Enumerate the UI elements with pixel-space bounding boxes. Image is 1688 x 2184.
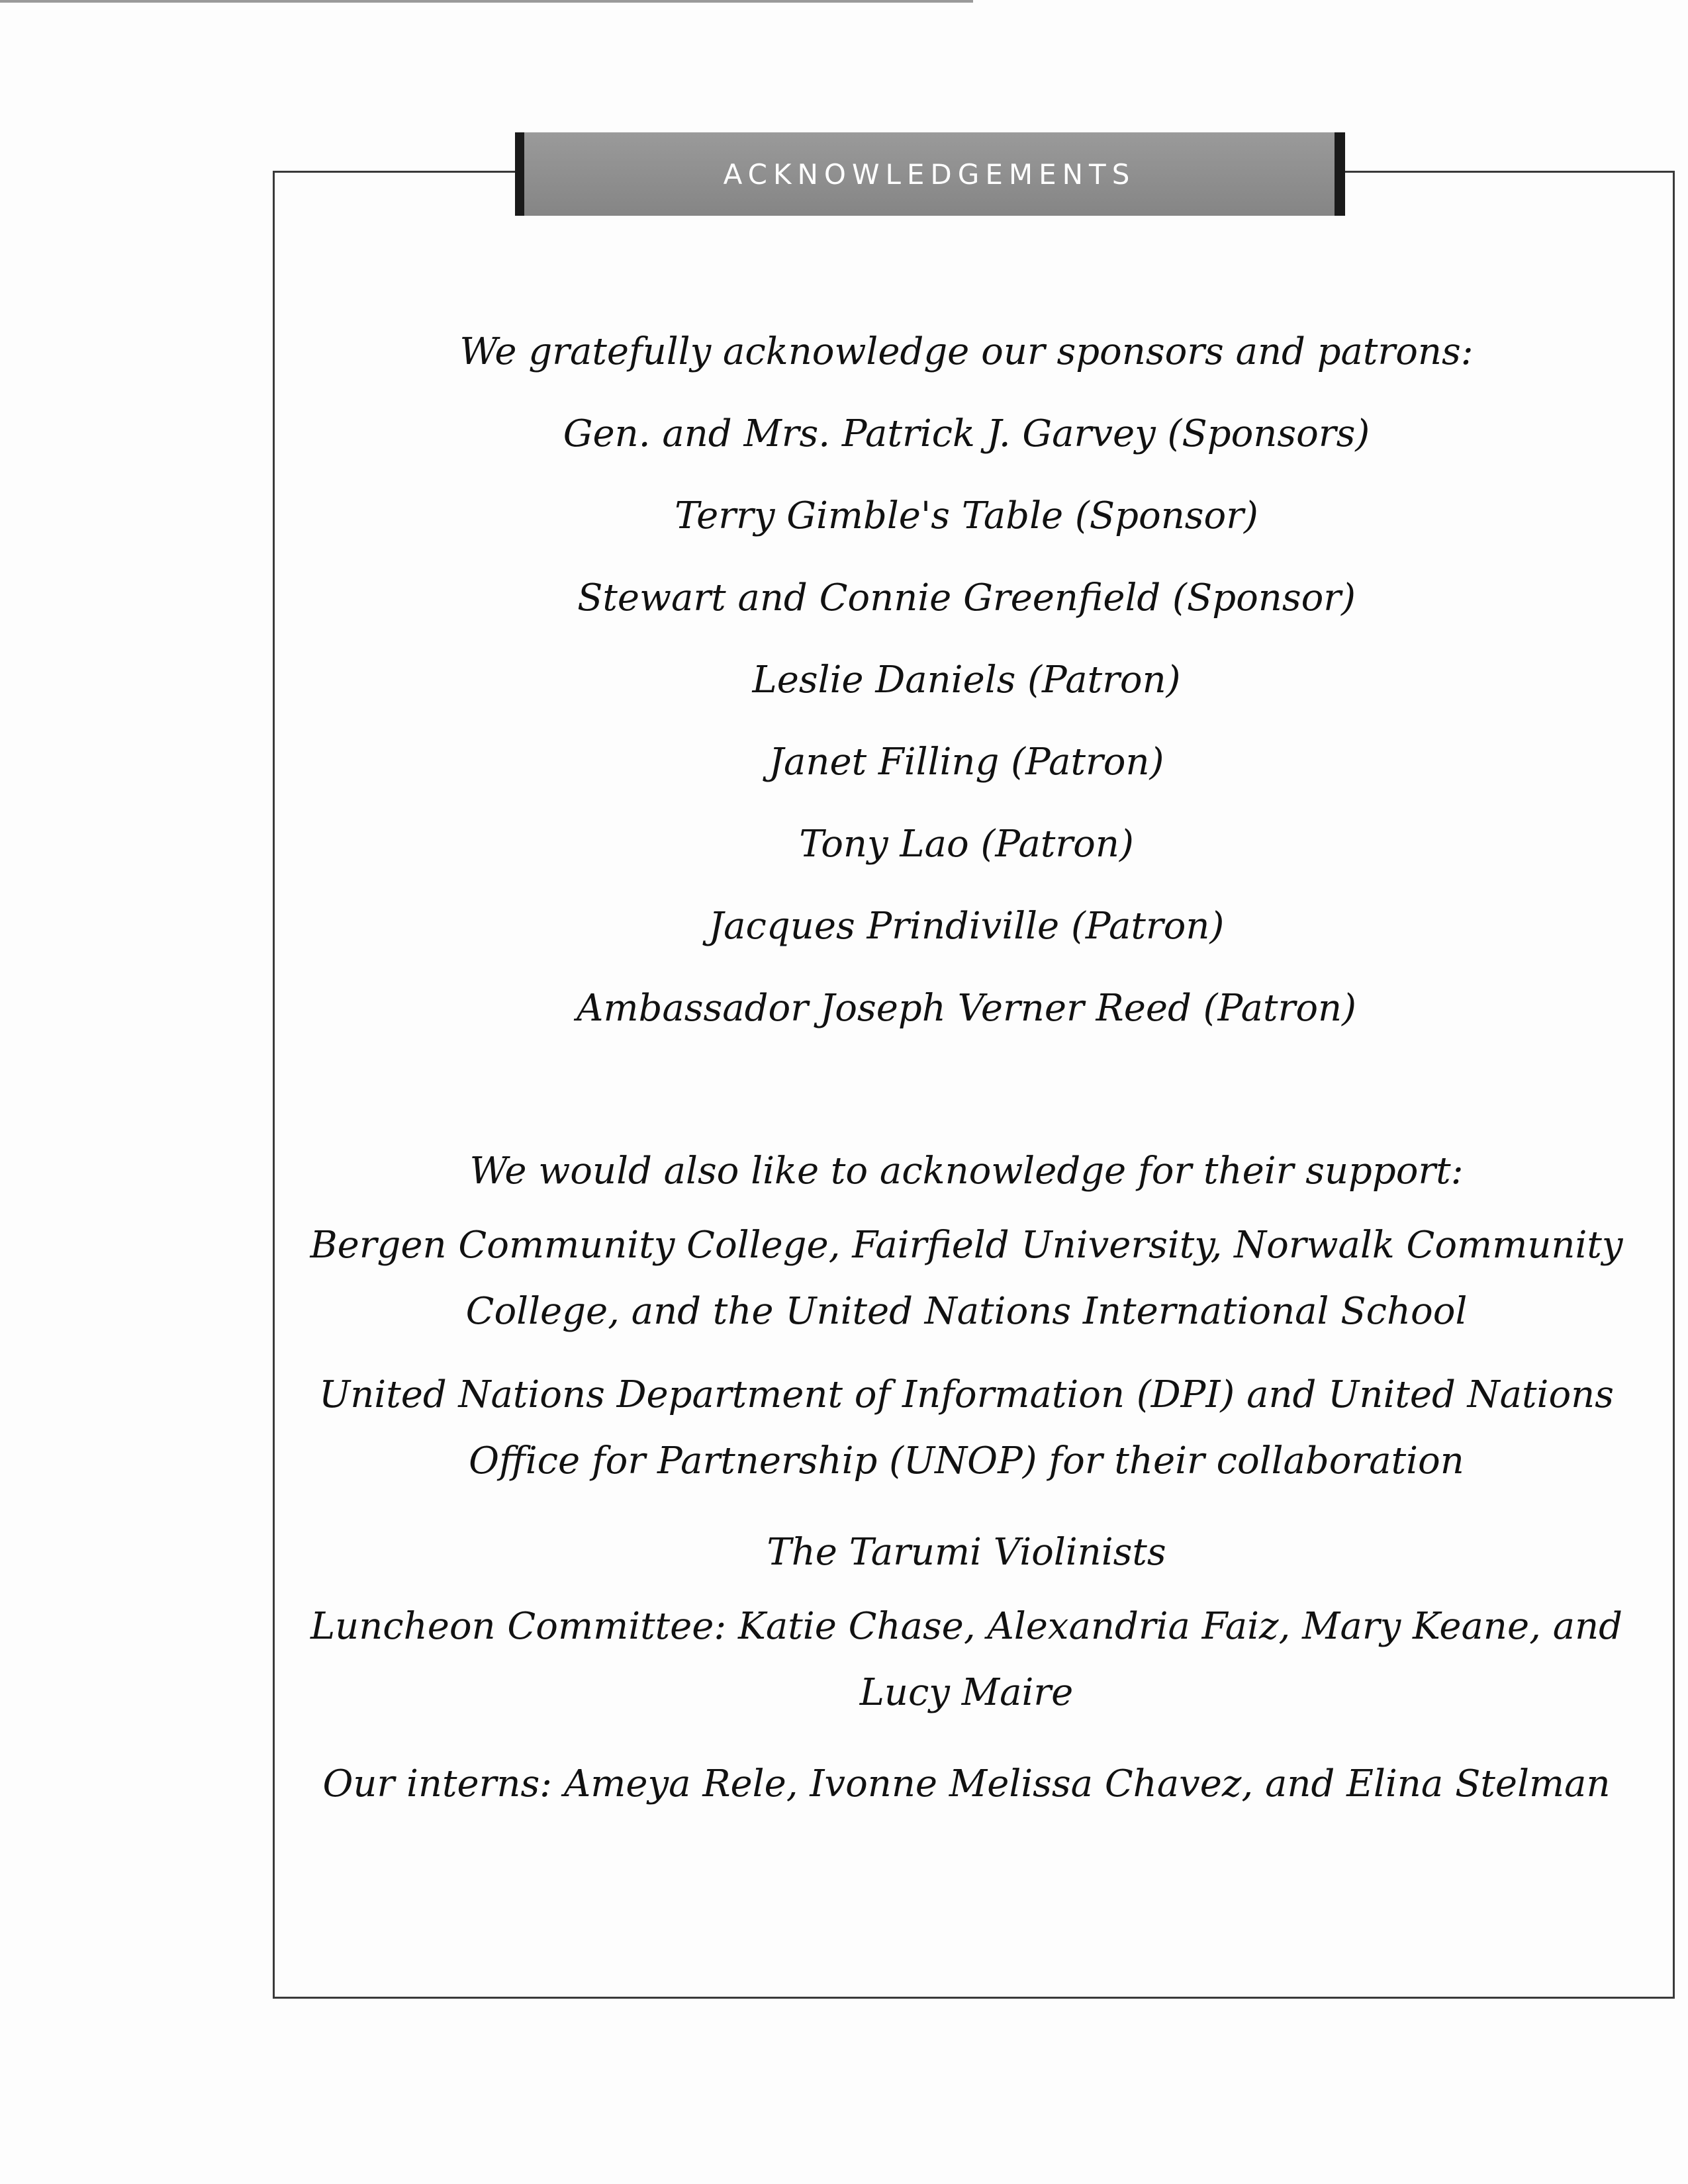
support-item: Bergen Community College, Fairfield University, Norwalk Community College, and the United Nations International School xyxy=(310,1224,1623,1333)
section-gap xyxy=(305,1050,1628,1130)
sponsor-name: Stewart and Connie Greenfield (Sponsor) xyxy=(577,576,1356,619)
header-bar xyxy=(515,132,1345,216)
sponsor-name: Gen. and Mrs. Patrick J. Garvey (Sponsors) xyxy=(563,412,1370,455)
support-item: Luncheon Committee: Katie Chase, Alexandria Faiz, Mary Keane, and Lucy Maire xyxy=(310,1605,1623,1714)
support-item: United Nations Department of Information (DPI) and United Nations Office for Partnership (UNOP) for their collaboration xyxy=(319,1373,1614,1482)
patron-name: Jacques Prindiville (Patron) xyxy=(708,905,1225,948)
sponsor-name: Terry Gimble's Table (Sponsor) xyxy=(675,494,1258,537)
top-rule xyxy=(0,0,973,3)
patron-name: Ambassador Joseph Verner Reed (Patron) xyxy=(577,987,1356,1030)
acknowledgements-body xyxy=(305,311,1628,1825)
support-item: The Tarumi Violinists xyxy=(767,1531,1166,1574)
patron-name: Leslie Daniels (Patron) xyxy=(752,659,1181,702)
patron-name: Tony Lao (Patron) xyxy=(799,823,1134,866)
support-intro: We would also like to acknowledge for their support: xyxy=(469,1150,1464,1193)
support-item: Our interns: Ameya Rele, Ivonne Melissa Chavez, and Elina Stelman xyxy=(322,1762,1611,1805)
patron-name: Janet Filling (Patron) xyxy=(769,741,1164,784)
page-title: ACKNOWLEDGEMENTS xyxy=(723,158,1136,191)
sponsors-intro: We gratefully acknowledge our sponsors and patrons: xyxy=(459,330,1474,373)
